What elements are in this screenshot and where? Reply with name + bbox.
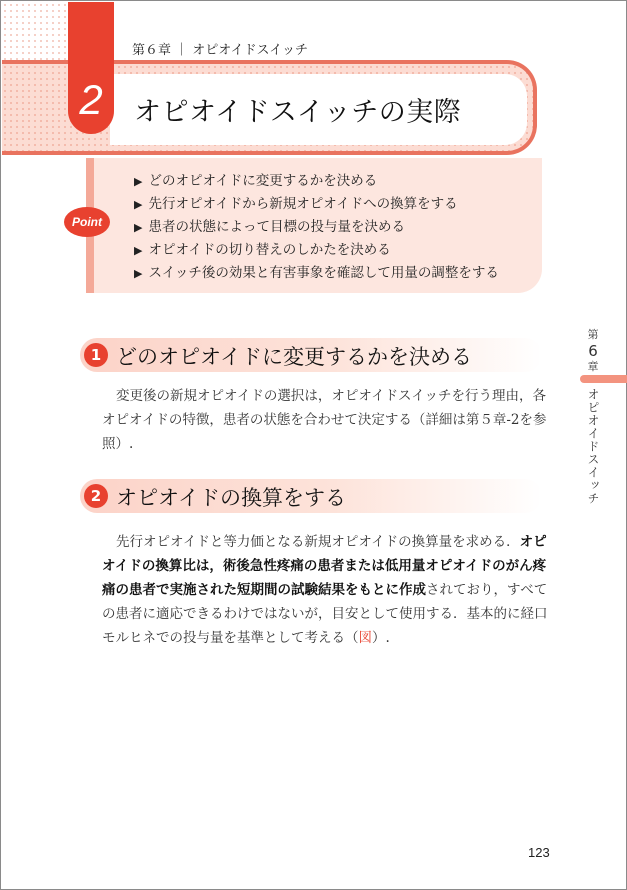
paragraph-1 xyxy=(102,384,547,456)
paragraph-line: の患者に適応できるわけではないが，目安として使用する．基本的に経口 xyxy=(102,606,548,622)
header-dot-pattern xyxy=(2,2,68,60)
triangle-bullet-icon: ▶ xyxy=(134,175,143,188)
side-chapter-title: オピオイドスイッチ xyxy=(586,388,600,505)
point-item xyxy=(134,170,499,193)
text-run: 先行オピオイドと等力価となる新規オピオイドの換算量を求める． xyxy=(116,534,520,550)
bold-text-run: オイドの換算比は，術後急性疼痛の患者または低用量オピオイドのがん疼 xyxy=(102,558,547,574)
point-item-text: どのオピオイドに変更するかを決める xyxy=(148,173,378,189)
subsection-heading-2 xyxy=(80,479,542,513)
point-item-text: オピオイドの切り替えのしかたを決める xyxy=(148,242,391,258)
point-item xyxy=(134,216,499,239)
triangle-bullet-icon: ▶ xyxy=(134,221,143,234)
side-chapter-number: 6 xyxy=(588,342,598,360)
paragraph-line xyxy=(102,626,542,650)
chapter-label: 第６章 ｜ オピオイドスイッチ xyxy=(132,43,308,58)
subsection-number-badge: 1 xyxy=(84,343,108,367)
figure-reference-link[interactable]: 図 xyxy=(358,630,372,646)
side-chapter-prefix: 第 xyxy=(587,328,599,341)
triangle-bullet-icon: ▶ xyxy=(134,267,143,280)
bold-text-run: 痛の患者で実施された短期間の試験結果をもとに作成 xyxy=(102,582,426,598)
paragraph-line: 照）. xyxy=(102,436,134,452)
subsection-heading-1 xyxy=(80,338,542,372)
point-item-text: スイッチ後の効果と有害事象を確認して用量の調整をする xyxy=(148,265,499,281)
point-item-text: 先行オピオイドから新規オピオイドへの換算をする xyxy=(148,196,458,212)
paragraph-line: 変更後の新規オピオイドの選択は，オピオイドスイッチを行う理由，各 xyxy=(116,388,546,404)
point-item xyxy=(134,193,499,216)
section-number: 2 xyxy=(79,76,103,123)
paragraph-line xyxy=(102,578,548,602)
paragraph-line xyxy=(102,530,547,554)
triangle-bullet-icon: ▶ xyxy=(134,244,143,257)
side-chapter-tab xyxy=(584,328,602,374)
subsection-title: オピオイドの換算をする xyxy=(116,486,346,510)
subsection-title: どのオピオイドに変更するかを決める xyxy=(116,345,472,369)
point-item xyxy=(134,239,499,262)
side-tab-bar xyxy=(580,375,627,383)
point-item xyxy=(134,262,499,285)
text-run: モルヒネでの投与量を基準として考える（ xyxy=(102,630,359,646)
paragraph-2 xyxy=(102,530,548,650)
page-number: 123 xyxy=(528,845,550,860)
paragraph-line xyxy=(102,554,547,578)
triangle-bullet-icon: ▶ xyxy=(134,198,143,211)
point-list xyxy=(134,170,499,285)
paragraph-line: オピオイドの特徴，患者の状態を合わせて決定する（詳細は第５章-2を参 xyxy=(102,412,547,428)
point-badge: Point xyxy=(64,207,110,237)
point-item-text: 患者の状態によって目標の投与量を決める xyxy=(148,219,405,235)
text-run: されており，すべて xyxy=(426,582,548,598)
bold-text-run: オピ xyxy=(519,534,547,550)
subsection-number-badge: 2 xyxy=(84,484,108,508)
side-chapter-suffix: 章 xyxy=(587,360,599,373)
page-title: オピオイドスイッチの実際 xyxy=(134,97,462,128)
text-run: ）. xyxy=(372,630,390,646)
